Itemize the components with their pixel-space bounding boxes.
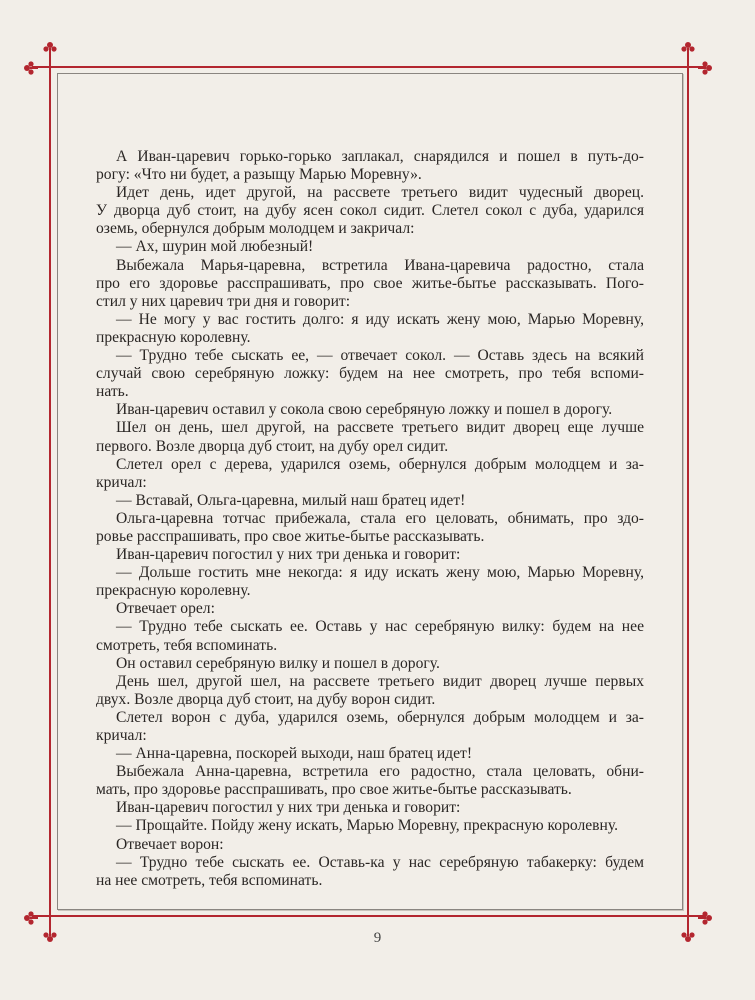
text-line: — Трудно тебе сыскать ее. Оставь-ка у нас серебряную табакерку: будем [116, 853, 644, 871]
text-line: А Иван-царевич горько-горько заплакал, снарядился и пошел в путь-до- [116, 148, 644, 165]
text-line: День шел, другой шел, на рассвете третьего видит дворец лучше первых [116, 672, 644, 690]
text-line: Иван-царевич погостил у них три денька и говорит: [116, 799, 461, 817]
text-line: Слетел орел с дерева, ударился оземь, обернулся добрым молодцем и за- [116, 455, 644, 473]
frame-line-right [687, 50, 689, 934]
text-line: нать. [96, 383, 129, 401]
text-line: двух. Возле дворца дуб стоит, на дубу ворон сидит. [96, 690, 436, 708]
text-line: стил у них царевич три дня и говорит: [96, 292, 351, 310]
text-line: Он оставил серебряную вилку и пошел в дорогу. [116, 654, 440, 672]
fleuron-ornament-icon [22, 60, 38, 76]
text-line: кричал: [96, 473, 147, 491]
text-line: Выбежала Марья-царевна, встретила Ивана-царевича радостно, стала [116, 256, 644, 274]
fleuron-ornament-icon [698, 910, 714, 926]
text-line: кричал: [96, 727, 147, 744]
fleuron-ornament-icon [22, 910, 38, 926]
text-line: оземь, обернулся добрым молодцем и закричал: [96, 220, 415, 238]
text-line: Слетел ворон с дуба, ударился оземь, обернулся добрым молодцем и за- [116, 708, 644, 726]
story-text [96, 148, 644, 890]
frame-line-top [32, 66, 706, 68]
text-line: — Трудно тебе сыскать ее. Оставь у нас серебряную вилку: будем на нее [116, 618, 644, 636]
text-line: Ольга-царевна тотчас прибежала, стала его целовать, обнимать, про здо- [116, 509, 644, 527]
text-line: смотреть, тебя вспоминать. [96, 636, 278, 654]
text-line: ровье расспрашивать, про свое житье-бытье рассказывать. [96, 527, 485, 545]
text-line: — Ах, шурин мой любезный! [116, 238, 314, 256]
frame-line-left [49, 50, 51, 934]
text-line: прекрасную королевну. [96, 328, 251, 346]
text-line: первого. Возле дворца дуб стоит, на дубу орел сидит. [96, 437, 449, 455]
text-line: — Дольше гостить мне некогда: я иду искать жену мою, Марью Моревну, [116, 564, 644, 582]
fleuron-ornament-icon [680, 40, 696, 56]
text-line: Иван-царевич погостил у них три денька и говорит: [116, 546, 461, 564]
text-line: случай свою серебряную ложку: будем на нее смотреть, про тебя вспоми- [96, 365, 644, 383]
text-line: на нее смотреть, тебя вспоминать. [96, 871, 323, 889]
text-line: мать, про здоровье расспрашивать, про свое житье-бытье рассказывать. [96, 781, 572, 799]
text-line: — Не могу у вас гостить долго: я иду искать жену мою, Марью Моревну, [116, 310, 644, 328]
text-line: Иван-царевич оставил у сокола свою серебряную ложку и пошел в дорогу. [116, 401, 613, 419]
text-line: Идет день, идет другой, на рассвете третьего видит чудесный дворец. [116, 184, 644, 202]
text-line: — Трудно тебе сыскать ее, — отвечает сокол. — Оставь здесь на всякий [116, 347, 644, 365]
text-line: — Вставай, Ольга-царевна, милый наш братец идет! [116, 491, 466, 509]
text-line: У дворца дуб стоит, на дубу ясен сокол сидит. Слетел сокол с дуба, ударился [96, 202, 644, 220]
text-line: — Прощайте. Пойду жену искать, Марью Моревну, прекрасную королевну. [116, 817, 619, 835]
text-line: Выбежала Анна-царевна, встретила его радостно, стала целовать, обни- [116, 763, 644, 781]
fleuron-ornament-icon [42, 40, 58, 56]
text-line: Отвечает ворон: [116, 835, 224, 853]
text-line: — Анна-царевна, поскорей выходи, наш братец идет! [116, 745, 473, 763]
text-line: прекрасную королевну. [96, 582, 251, 600]
text-line: рогу: «Что ни будет, а разыщу Марью Моревну». [96, 166, 422, 184]
frame-line-bottom [32, 915, 706, 917]
page-number: 9 [373, 930, 382, 946]
text-line: Отвечает орел: [116, 600, 215, 618]
text-line: про его здоровье расспрашивать, про свое житье-бытье рассказывать. Пого- [96, 274, 644, 292]
text-line: Шел он день, шел другой, на рассвете третьего видит дворец еще лучше [116, 419, 644, 437]
fleuron-ornament-icon [698, 60, 714, 76]
